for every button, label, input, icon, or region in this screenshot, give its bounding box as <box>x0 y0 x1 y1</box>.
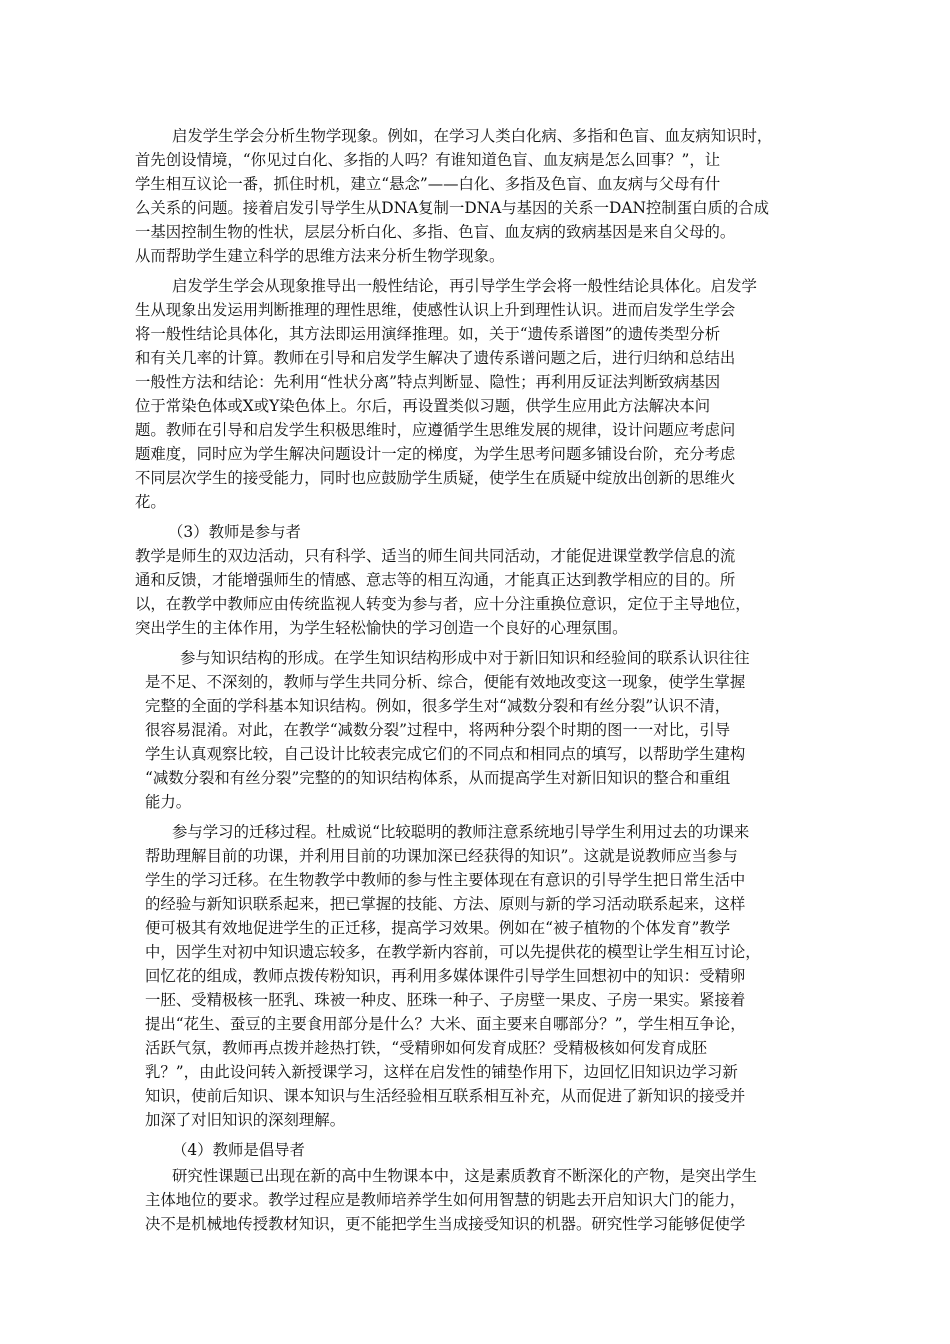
paragraph-5-line: 加深了对旧知识的深刻理解。 <box>145 1111 346 1129</box>
paragraph-4-line: “减数分裂和有丝分裂”完整的的知识结构体系，从而提高学生对新旧知识的整合和重组 <box>145 769 731 787</box>
paragraph-2-line: 花。 <box>135 493 166 511</box>
paragraph-1-line: 从而帮助学生建立科学的思维方法来分析生物学现象。 <box>135 247 505 265</box>
paragraph-4-line: 很容易混淆。对此，在教学“减数分裂”过程中，将两种分裂个时期的图一一对比，引导 <box>145 721 731 739</box>
paragraph-5-line: 帮助理解目前的功课，并利用目前的功课加深已经获得的知识”。这就是说教师应当参与 <box>145 847 738 865</box>
paragraph-2-line: 启发学生学会从现象推导出一般性结论，再引导学生学会将一般性结论具体化。启发学 <box>172 277 757 295</box>
paragraph-5-line: 乳？”，由此设问转入新授课学习，这样在启发性的铺垫作用下，边回忆旧知识边学习新 <box>145 1063 738 1081</box>
paragraph-2-line: 和有关几率的计算。教师在引导和启发学生解决了遗传系谱问题之后，进行归纳和总结出 <box>135 349 736 367</box>
paragraph-3-line: 突出学生的主体作用，为学生轻松愉快的学习创造一个良好的心理氛围。 <box>135 619 628 637</box>
paragraph-5-line: 参与学习的迁移过程。杜威说“比较聪明的教师注意系统地引导学生利用过去的功课来 <box>172 823 750 841</box>
paragraph-2-line: 生从现象出发运用判断推理的理性思维，使感性认识上升到理性认识。进而启发学生学会 <box>135 301 736 319</box>
paragraph-4-line: 是不足、不深刻的，教师与学生共同分析、综合，便能有效地改变这一现象，使学生掌握 <box>145 673 746 691</box>
paragraph-2-line: 位于常染色体或X或Y染色体上。尔后，再设置类似习题，供学生应用此方法解决本问 <box>135 397 711 415</box>
paragraph-1-line: 学生相互议论一番，抓住时机，建立“悬念”——白化、多指及色盲、血友病与父母有什 <box>135 175 721 193</box>
paragraph-5-line: 便可极其有效地促进学生的正迁移，提高学习效果。例如在“被子植物的个体发育”教学 <box>145 919 731 937</box>
paragraph-5-line: 知识，使前后知识、课本知识与生活经验相互联系相互补充，从而促进了新知识的接受并 <box>145 1087 746 1105</box>
paragraph-2-line: 题。教师在引导和启发学生积极思维时，应遵循学生思维发展的规律，设计问题应考虑问 <box>135 421 736 439</box>
paragraph-1-line: 首先创设情境，“你见过白化、多指的人吗？有谁知道色盲、血友病是怎么回事？”，让 <box>135 151 721 169</box>
paragraph-5-line: 回忆花的组成，教师点拨传粉知识，再利用多媒体课件引导学生回想初中的知识：受精卵 <box>145 967 746 985</box>
section-4-heading: （4）教师是倡导者 <box>172 1141 305 1159</box>
paragraph-2-line: 将一般性结论具体化，其方法即运用演绎推理。如，关于“遗传系谱图”的遗传类型分析 <box>135 325 721 343</box>
paragraph-4-line: 学生认真观察比较，自己设计比较表完成它们的不同点和相同点的填写，以帮助学生建构 <box>145 745 746 763</box>
paragraph-3-line: 通和反馈，才能增强师生的情感、意志等的相互沟通，才能真正达到教学相应的目的。所 <box>135 571 736 589</box>
paragraph-5-line: 的经验与新知识联系起来，把已掌握的技能、方法、原则与新的学习活动联系起来，这样 <box>145 895 746 913</box>
paragraph-4-line: 参与知识结构的形成。在学生知识结构形成中对于新旧知识和经验间的联系认识往往 <box>180 649 750 667</box>
paragraph-5-line: 一胚、受精极核一胚乳、珠被一种皮、胚珠一种子、子房壁一果皮、子房一果实。紧接着 <box>145 991 746 1009</box>
paragraph-3-line: 以，在教学中教师应由传统监视人转变为参与者，应十分注重换位意识，定位于主导地位， <box>135 595 751 613</box>
paragraph-2-line: 一般性方法和结论：先利用“性状分离”特点判断显、隐性；再利用反证法判断致病基因 <box>135 373 721 391</box>
paragraph-1-line: 启发学生学会分析生物学现象。例如，在学习人类白化病、多指和色盲、血友病知识时， <box>172 127 773 145</box>
paragraph-5-line: 活跃气氛，教师再点拨并趁热打铁，“受精卵如何发育成胚？受精极核如何发育成胚 <box>145 1039 707 1057</box>
paragraph-2-line: 题难度，同时应为学生解决问题设计一定的梯度，为学生思考问题多铺设台阶，充分考虑 <box>135 445 736 463</box>
paragraph-5-line: 学生的学习迁移。在生物教学中教师的参与性主要体现在有意识的引导学生把日常生活中 <box>145 871 746 889</box>
paragraph-6-line: 研究性课题已出现在新的高中生物课本中，这是素质教育不断深化的产物，是突出学生 <box>172 1167 757 1185</box>
paragraph-5-line: 中，因学生对初中知识遗忘较多，在教学新内容前，可以先提供花的模型让学生相互讨论， <box>145 943 761 961</box>
paragraph-3-line: 教学是师生的双边活动，只有科学、适当的师生间共同活动，才能促进课堂教学信息的流 <box>135 547 736 565</box>
section-3-heading: （3）教师是参与者 <box>168 523 301 541</box>
paragraph-6-line: 决不是机械地传授教材知识，更不能把学生当成接受知识的机器。研究性学习能够促使学 <box>145 1215 746 1233</box>
paragraph-2-line: 不同层次学生的接受能力，同时也应鼓励学生质疑，使学生在质疑中绽放出创新的思维火 <box>135 469 736 487</box>
paragraph-1-line: 一基因控制生物的性状，层层分析白化、多指、色盲、血友病的致病基因是来自父母的。 <box>135 223 736 241</box>
paragraph-4-line: 完整的全面的学科基本知识结构。例如，很多学生对“减数分裂和有丝分裂”认识不清， <box>145 697 731 715</box>
paragraph-5-line: 提出“花生、蚕豆的主要食用部分是什么？大米、面主要来自哪部分？”，学生相互争论， <box>145 1015 746 1033</box>
paragraph-1-line: 么关系的问题。接着启发引导学生从DNA复制一DNA与基因的关系一DAN控制蛋白质的合成 <box>135 199 770 217</box>
paragraph-4-line: 能力。 <box>145 793 192 811</box>
paragraph-6-line: 主体地位的要求。教学过程应是教师培养学生如何用智慧的钥匙去开启知识大门的能力， <box>145 1191 746 1209</box>
